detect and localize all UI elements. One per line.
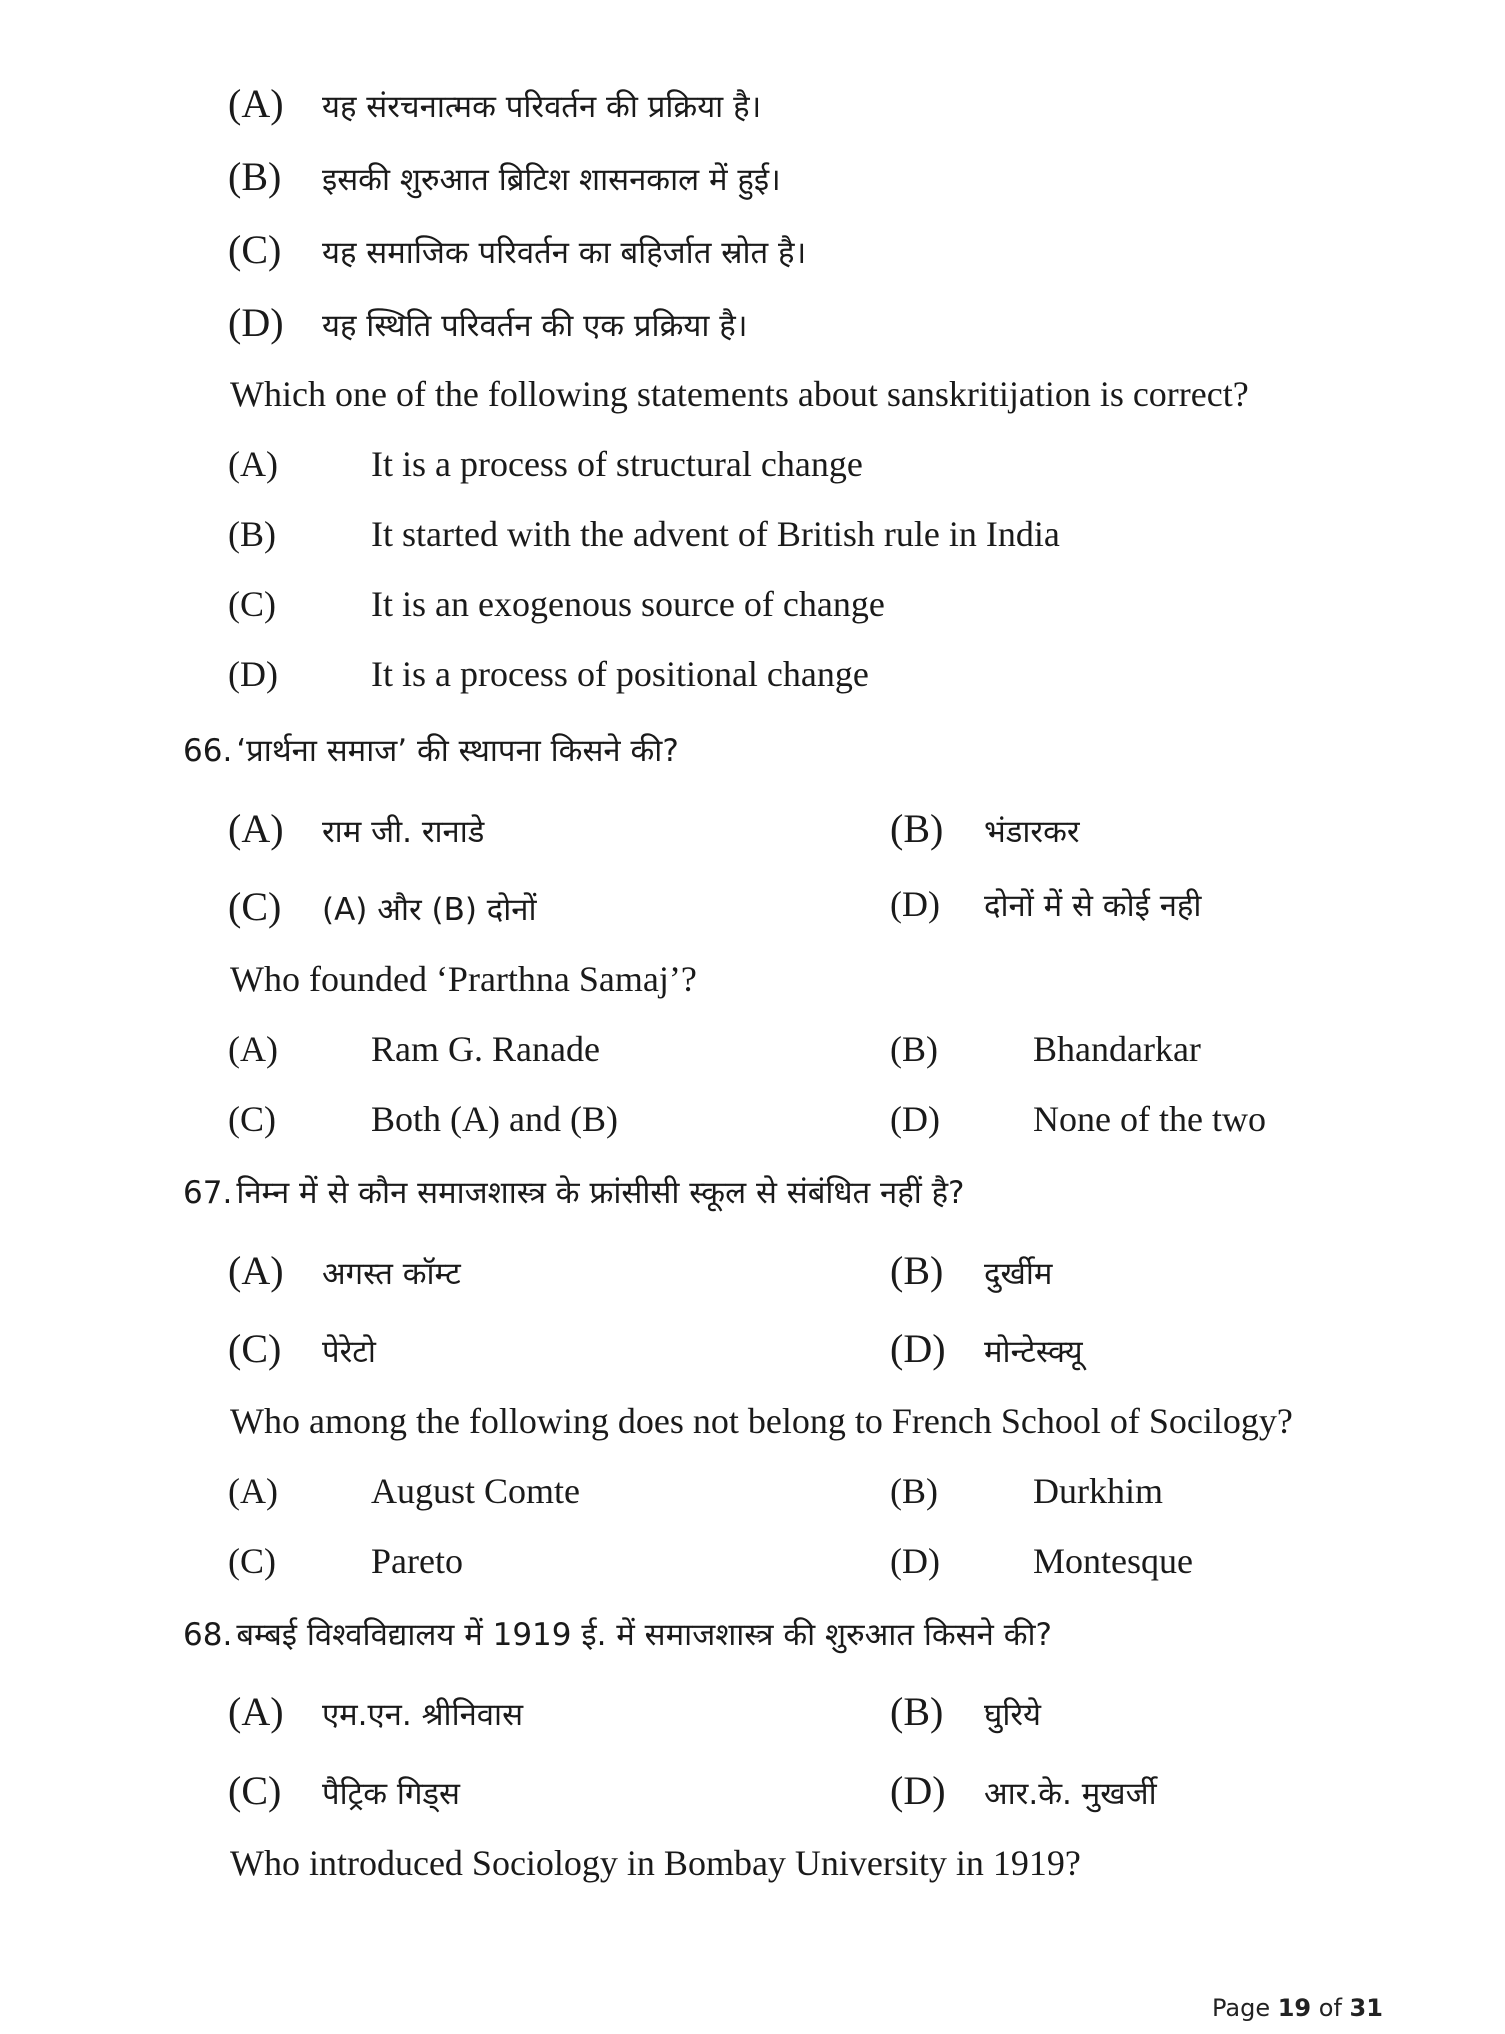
option-text: एम.एन. श्रीनिवास (322, 1697, 524, 1733)
page-prefix: Page (1212, 1994, 1278, 2022)
option-text: आर.के. मुखर्जी (984, 1776, 1157, 1812)
option-text: Durkhim (1033, 1471, 1163, 1511)
q68-hindi-question (183, 1613, 1052, 1655)
option-text: (A) और (B) दोनों (322, 892, 537, 928)
option-label: (A) (228, 806, 284, 851)
option-label: (B) (890, 1029, 938, 1069)
option-label: (B) (228, 154, 282, 199)
q66-hindi-option-c (228, 883, 537, 930)
option-label: (A) (228, 1029, 278, 1069)
option-label: (A) (228, 1248, 284, 1293)
option-label: (D) (890, 1099, 940, 1139)
q65-english-option-d (228, 653, 869, 695)
option-label: (B) (890, 806, 944, 851)
option-text: Montesque (1033, 1541, 1193, 1581)
q67-english-option-a (228, 1470, 580, 1512)
q67-english-option-d (890, 1540, 1193, 1582)
q66-hindi-question (183, 729, 679, 771)
option-label: (A) (228, 1471, 278, 1511)
q66-english-question: Who founded ‘Prarthna Samaj’? (230, 959, 697, 999)
option-label: (A) (228, 81, 284, 126)
q66-english-option-b (890, 1028, 1201, 1070)
total-pages: 31 (1349, 1994, 1383, 2022)
question-number: 67. (183, 1175, 233, 1211)
option-label: (B) (890, 1471, 938, 1511)
option-label: (D) (228, 654, 278, 694)
option-label: (C) (228, 1099, 276, 1139)
q66-english-option-a (228, 1028, 600, 1070)
q66-english-option-d (890, 1098, 1266, 1140)
current-page: 19 (1277, 1994, 1312, 2022)
question-text: निम्न में से कौन समाजशास्त्र के फ्रांसीसी स्कूल से संबंधित नहीं है? (236, 1175, 965, 1211)
question-number: 66. (183, 733, 233, 769)
q67-english-option-c (228, 1540, 463, 1582)
option-text: Both (A) and (B) (371, 1099, 618, 1139)
question-number: 68. (183, 1617, 233, 1653)
option-label: (A) (228, 444, 278, 484)
option-label: (D) (890, 1768, 946, 1813)
q65-hindi-option-d (228, 299, 747, 346)
option-text: None of the two (1033, 1099, 1266, 1139)
option-text: यह समाजिक परिवर्तन का बहिर्जात स्रोत है। (322, 235, 807, 271)
q67-english-question: Who among the following does not belong to French School of Socilogy? (230, 1401, 1293, 1441)
q66-hindi-option-d (890, 883, 1201, 926)
option-label: (B) (890, 1689, 944, 1734)
option-text: It is a process of positional change (371, 654, 869, 694)
option-text: It is a process of structural change (371, 444, 863, 484)
option-label: (B) (890, 1248, 944, 1293)
q65-english-question: Which one of the following statements about sanskritijation is correct? (230, 374, 1249, 414)
option-text: भंडारकर (984, 814, 1080, 850)
option-label: (C) (228, 1768, 282, 1813)
q68-hindi-option-b (890, 1688, 1041, 1735)
option-text: August Comte (371, 1471, 581, 1511)
q65-hindi-option-b (228, 153, 781, 200)
option-text: Pareto (371, 1541, 463, 1581)
option-label: (C) (228, 1326, 282, 1371)
option-label: (C) (228, 884, 282, 929)
option-label: (D) (890, 1326, 946, 1371)
option-text: इसकी शुरुआत ब्रिटिश शासनकाल में हुई। (322, 162, 781, 198)
q65-english-option-a (228, 443, 863, 485)
q65-english-option-c (228, 583, 885, 625)
option-label: (D) (890, 1541, 940, 1581)
option-label: (A) (228, 1689, 284, 1734)
q68-hindi-option-d (890, 1767, 1157, 1814)
page-middle: of (1311, 1994, 1350, 2022)
q67-english-option-b (890, 1470, 1163, 1512)
q66-hindi-option-b (890, 805, 1080, 852)
question-text: बम्बई विश्वविद्यालय में 1919 ई. में समाजशास्त्र की शुरुआत किसने की? (236, 1617, 1052, 1653)
q68-hindi-option-a (228, 1688, 523, 1735)
option-text: मोन्टेस्क्यू (984, 1334, 1083, 1370)
option-text: घुरिये (984, 1697, 1042, 1733)
page-number (1212, 1994, 1383, 2022)
q68-english-question: Who introduced Sociology in Bombay University in 1919? (230, 1843, 1081, 1883)
option-text: Bhandarkar (1033, 1029, 1201, 1069)
q66-hindi-option-a (228, 805, 484, 852)
option-text: पेरेटो (322, 1334, 376, 1370)
q67-hindi-option-a (228, 1247, 461, 1294)
q68-hindi-option-c (228, 1767, 460, 1814)
q66-english-option-c (228, 1098, 618, 1140)
q67-hindi-option-b (890, 1247, 1052, 1294)
option-text: यह संरचनात्मक परिवर्तन की प्रक्रिया है। (322, 89, 762, 125)
q65-hindi-option-a (228, 80, 761, 127)
option-label: (C) (228, 227, 282, 272)
option-label: (D) (228, 300, 284, 345)
q65-hindi-option-c (228, 226, 806, 273)
option-text: Ram G. Ranade (371, 1029, 600, 1069)
option-text: दुर्खीम (984, 1256, 1053, 1292)
option-text: It is an exogenous source of change (371, 584, 885, 624)
option-label: (D) (890, 884, 940, 924)
option-text: दोनों में से कोई नही (984, 888, 1202, 924)
q67-hindi-question (183, 1171, 965, 1213)
q65-english-option-b (228, 513, 1060, 555)
option-label: (C) (228, 584, 276, 624)
q67-hindi-option-d (890, 1325, 1083, 1372)
question-text: ‘प्रार्थना समाज’ की स्थापना किसने की? (236, 733, 679, 769)
option-label: (B) (228, 514, 276, 554)
option-text: यह स्थिति परिवर्तन की एक प्रक्रिया है। (322, 308, 748, 344)
option-text: It started with the advent of British rule in India (371, 514, 1060, 554)
option-label: (C) (228, 1541, 276, 1581)
option-text: राम जी. रानाडे (322, 814, 485, 850)
option-text: अगस्त कॉम्ट (322, 1256, 461, 1292)
q67-hindi-option-c (228, 1325, 376, 1372)
option-text: पैट्रिक गिड्स (322, 1776, 460, 1812)
